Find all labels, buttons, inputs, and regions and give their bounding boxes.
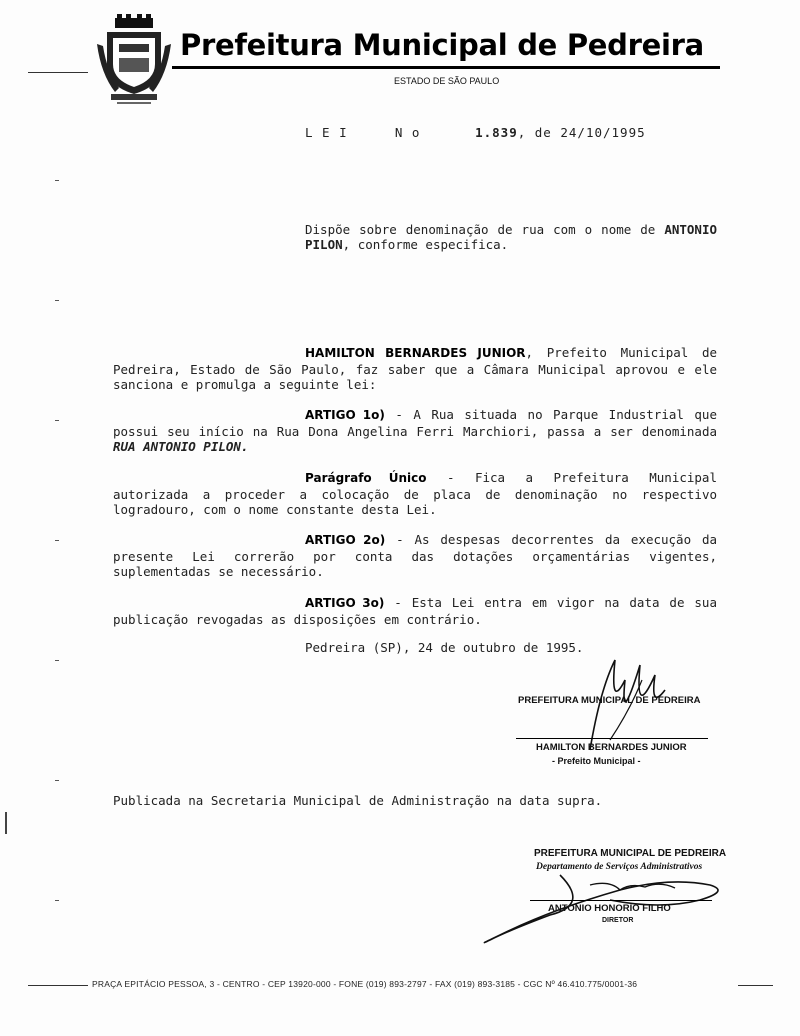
article-1-text: - A Rua situada no Parque Industrial que possui seu início na Rua Dona Angelina Ferri Marchiori, passa a ser denominada <box>113 407 717 439</box>
law-summary <box>305 222 717 252</box>
mayor-signature-org: PREFEITURA MUNICIPAL DE PEDREIRA <box>518 695 701 706</box>
article-1-lead: ARTIGO 1o) <box>305 408 385 422</box>
sole-paragraph <box>113 470 717 518</box>
stamp-org: PREFEITURA MUNICIPAL DE PEDREIRA <box>534 848 727 859</box>
mayor-signature-line <box>516 738 708 739</box>
law-date: , de 24/10/1995 <box>517 125 646 140</box>
mayor-signature-role: - Prefeito Municipal - <box>552 756 641 766</box>
stamp-role: DIRETOR <box>602 917 634 924</box>
margin-mark <box>55 660 59 661</box>
stamp-department: Departamento de Serviços Administrativos <box>536 862 703 872</box>
dateline: Pedreira (SP), 24 de outubro de 1995. <box>305 640 584 655</box>
summary-text: Dispõe sobre denominação de rua com o nome de <box>305 222 665 237</box>
preamble-paragraph <box>113 345 717 393</box>
article-2-text: - As despesas decorrentes da execução da presente Lei correrão por conta das dotações orçamentárias vigentes, suplementadas se necessário. <box>113 532 717 579</box>
sole-paragraph-lead: Parágrafo Único <box>305 471 427 485</box>
article-3-lead: ARTIGO 3o) <box>305 596 385 610</box>
stamp-signature-line <box>530 900 712 901</box>
margin-edge-mark <box>5 812 7 834</box>
margin-mark <box>55 180 59 181</box>
summary-text-end: , conforme especifica. <box>342 237 509 252</box>
law-number: 1.839 <box>475 125 518 140</box>
header-rule <box>172 66 720 69</box>
article-1 <box>113 407 717 455</box>
law-label: L E I <box>305 125 348 140</box>
article-3 <box>113 595 717 627</box>
header-subtitle: ESTADO DE SÃO PAULO <box>394 76 500 86</box>
footer-rule-right <box>738 985 773 986</box>
preamble-text: , Prefeito Municipal de Pedreira, Estado de São Paulo, faz saber que a Câmara Municipal aprovou e ele sanciona e promulga a seguinte lei: <box>113 345 718 392</box>
footer-rule-left <box>28 985 88 986</box>
header-rule-left <box>28 72 88 73</box>
margin-mark <box>55 300 59 301</box>
summary-name: ANTONIO PILON <box>305 222 717 252</box>
mayor-name: HAMILTON BERNARDES JUNIOR <box>305 346 526 360</box>
municipal-coat-of-arms-icon <box>95 14 173 106</box>
article-2-lead: ARTIGO 2o) <box>305 533 386 547</box>
mayor-signature-name: HAMILTON BERNARDES JUNIOR <box>536 742 687 753</box>
margin-mark <box>55 420 59 421</box>
publication-note: Publicada na Secretaria Municipal de Administração na data supra. <box>113 793 603 808</box>
article-3-text: - Esta Lei entra em vigor na data de sua publicação revogadas as disposições em contrário. <box>113 595 717 627</box>
law-title <box>305 125 646 140</box>
sole-paragraph-text: - Fica a Prefeitura Municipal autorizada a proceder a colocação de placa de denominação no respectivo logradouro, com o nome constante desta Lei. <box>113 470 717 517</box>
law-number-label: N o <box>394 125 421 140</box>
margin-mark <box>55 780 59 781</box>
page-title: Prefeitura Municipal de Pedreira <box>180 28 704 62</box>
footer-address: PRAÇA EPITÁCIO PESSOA, 3 - CENTRO - CEP 13920-000 - FONE (019) 893-2797 - FAX (019) 893-3185 - CGC Nº 46.410.775/0001-36 <box>92 979 638 989</box>
article-2 <box>113 532 717 580</box>
margin-mark <box>55 900 59 901</box>
stamp-name: ANTONIO HONORIO FILHO <box>548 903 671 914</box>
margin-mark <box>55 540 59 541</box>
article-1-street-name: RUA ANTONIO PILON. <box>113 439 249 454</box>
